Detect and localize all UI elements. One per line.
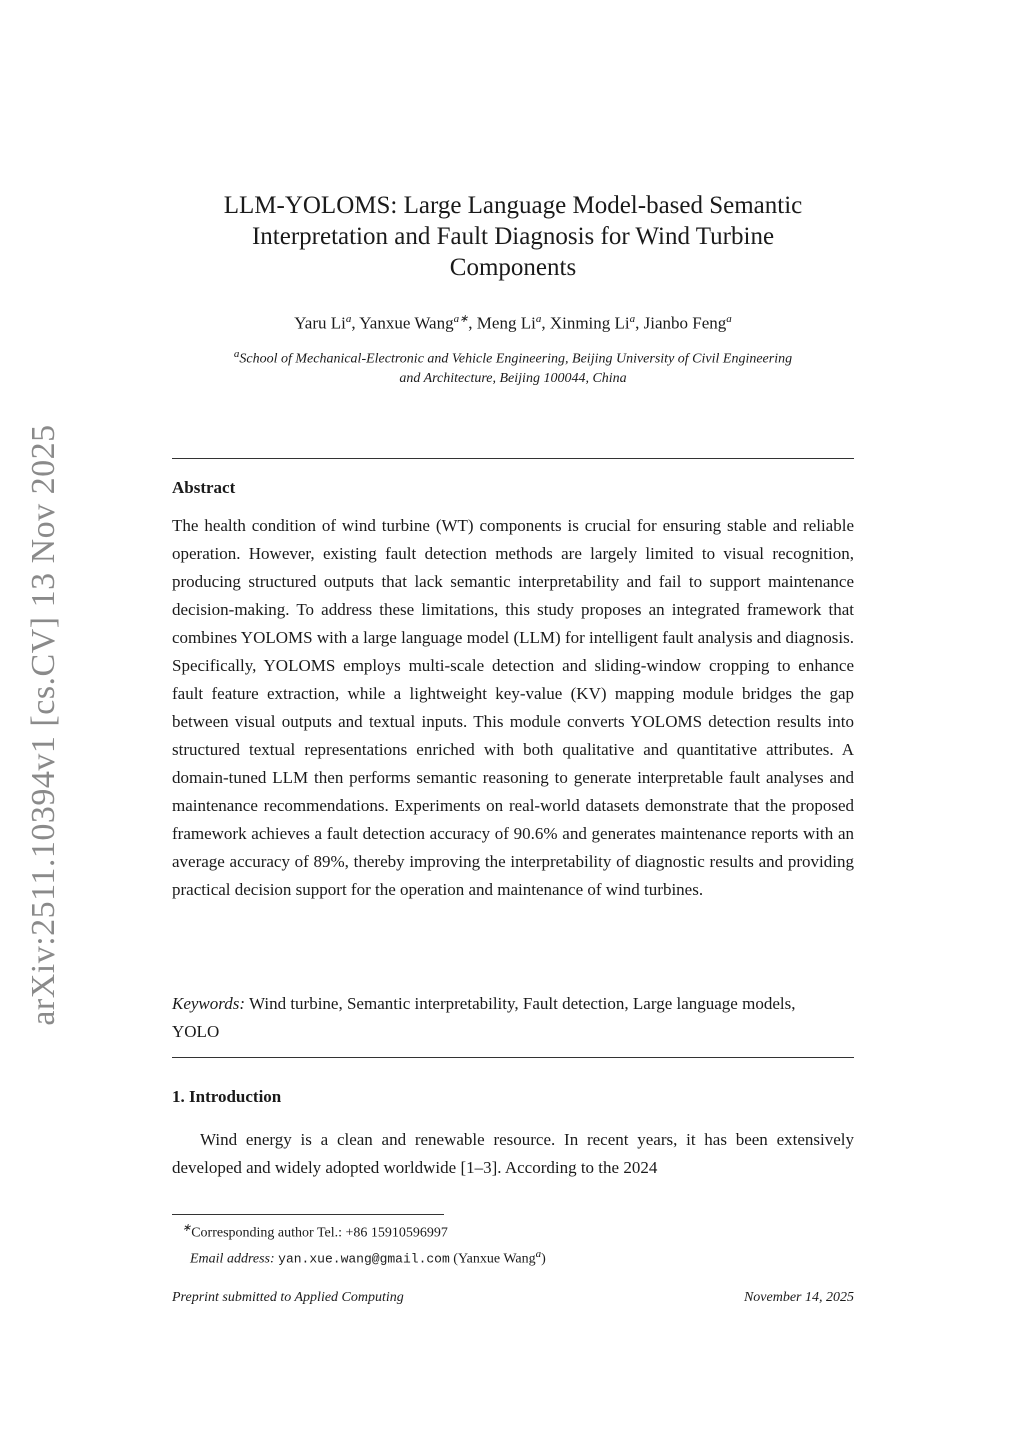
title-line-1: LLM-YOLOMS: Large Language Model-based Semantic [223, 192, 803, 219]
author-list [172, 312, 854, 334]
abstract-text: The health condition of wind turbine (WT) components is crucial for ensuring stable and reliable operation. However, existing fault detection methods are largely limited to visual recognition, producing structured outputs that lack semantic interpretability and fail to support maintenance decision-making. To address these limitations, this study proposes an integrated framework that combines YOLOMS with a large language model (LLM) for intelligent fault analysis and diagnosis. Specifically, YOLOMS employs multi-scale detection and sliding-window cropping to enhance fault feature extraction, while a lightweight key-value (KV) mapping module bridges the gap between visual outputs and textual inputs. This module converts YOLOMS detection results into structured textual representations enriched with both qualitative and quantitative attributes. A domain-tuned LLM then performs semantic reasoning to generate interpretable fault analyses and maintenance recommendations. Experiments on real-world datasets demonstrate that the proposed framework achieves a fault detection accuracy of 90.6% and generates maintenance reports with an average accuracy of 89%, thereby improving the interpretability of diagnostic results and providing practical decision support for the operation and maintenance of wind turbines. [172, 516, 854, 899]
title-line-2: Interpretation and Fault Diagnosis for Wind Turbine [251, 223, 775, 250]
footnote-rule [172, 1214, 444, 1215]
author-affil-mark: a∗ [453, 313, 469, 325]
title-line-3: Components [449, 254, 577, 281]
keywords-label: Keywords: [172, 994, 246, 1013]
author-affil-mark: a [535, 313, 542, 325]
author-separator: , [541, 313, 550, 333]
keywords [172, 990, 812, 1046]
corresponding-author-text: Corresponding author Tel.: +86 15910596997 [191, 1225, 448, 1241]
affiliation-line-2: and Architecture, Beijing 100044, China [399, 370, 627, 386]
footnote-email [172, 1244, 854, 1270]
author-separator: , [635, 313, 644, 333]
footnote-corresponding [172, 1218, 854, 1244]
author-affil-mark: a [726, 313, 732, 325]
author-name: Yaru Li [294, 313, 346, 333]
introduction-heading: 1. Introduction [172, 1087, 282, 1106]
footnote-marker: ∗ [182, 1222, 192, 1234]
author-separator: , [351, 313, 360, 333]
abstract-bottom-rule [172, 1057, 854, 1058]
arxiv-identifier: arXiv:2511.10394v1 [cs.CV] 13 Nov 2025 [25, 424, 62, 1026]
author-name: Yanxue Wang [359, 313, 454, 333]
author-separator: , [468, 313, 477, 333]
abstract-heading: Abstract [172, 478, 236, 497]
email-owner-affil-mark: a [535, 1247, 542, 1260]
affiliation [168, 345, 858, 388]
footer-date: November 14, 2025 [743, 1290, 854, 1305]
email-owner-close: ) [541, 1251, 546, 1267]
author-affil-mark: a [345, 313, 352, 325]
email-label: Email address: [190, 1251, 275, 1267]
footnote [172, 1218, 854, 1269]
author-name: Xinming Li [549, 313, 630, 333]
author-name: Jianbo Feng [643, 313, 727, 333]
email-owner: (Yanxue Wang [453, 1251, 536, 1267]
affiliation-mark: a [233, 348, 240, 360]
paper-title [172, 190, 854, 283]
affiliation-line-1 [168, 345, 858, 369]
author-affil-mark: a [629, 313, 636, 325]
affiliation-text-1: School of Mechanical-Electronic and Vehicle Engineering, Beijing University of Civil Engineering [239, 351, 793, 367]
footer-journal: Preprint submitted to Applied Computing [172, 1290, 404, 1305]
introduction-text: Wind energy is a clean and renewable resource. In recent years, it has been extensively developed and widely adopted worldwide [1–3]. According to the 2024 [172, 1130, 854, 1177]
author-name: Meng Li [476, 313, 536, 333]
abstract-top-rule [172, 458, 854, 459]
email-address[interactable]: yan.xue.wang@gmail.com [278, 1251, 450, 1267]
keywords-text: Wind turbine, Semantic interpretability, Fault detection, Large language models, YOLO [172, 994, 796, 1041]
